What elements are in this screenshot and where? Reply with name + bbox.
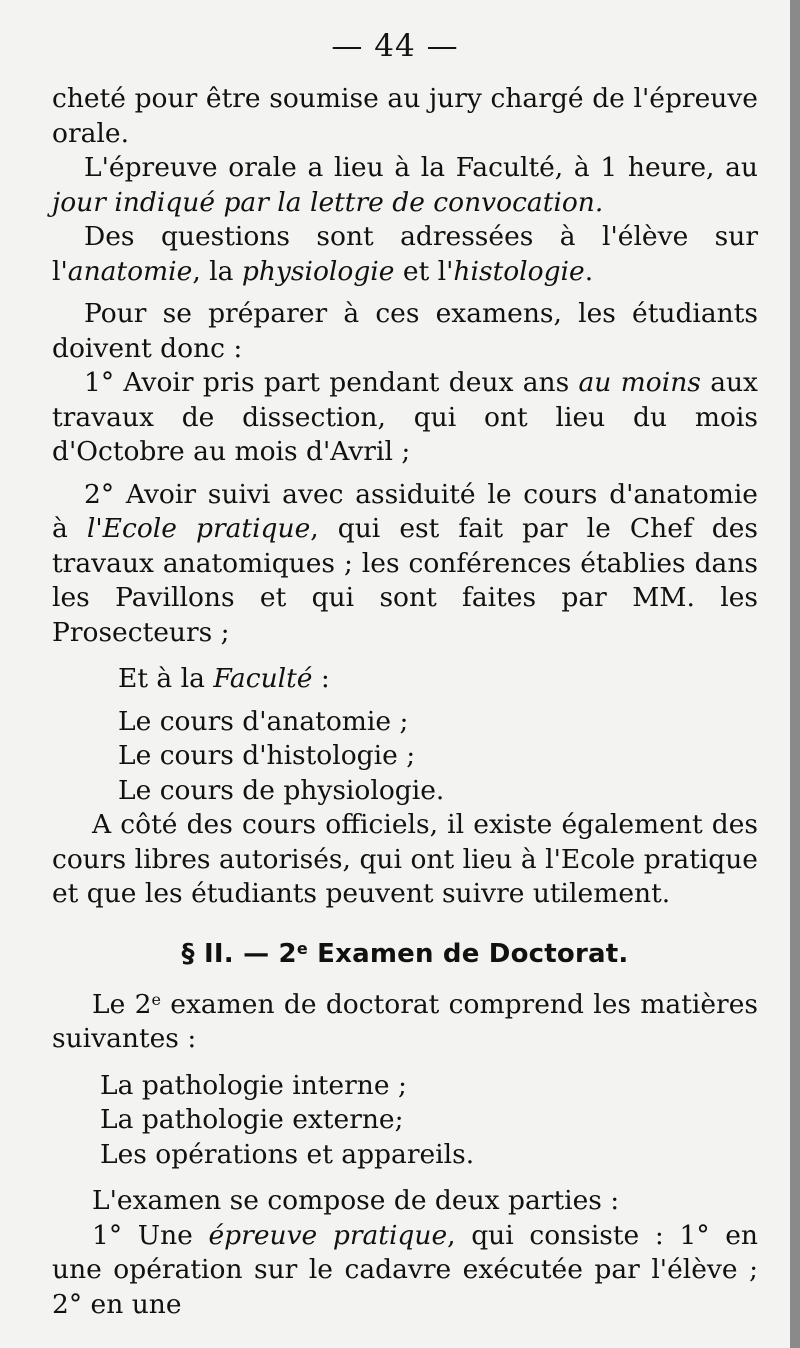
body-text [52, 82, 758, 1322]
list-item: Les opérations et appareils. [100, 1138, 475, 1170]
italic-run: au moins [578, 367, 701, 398]
text-run: . [584, 255, 594, 287]
text-run: , la [192, 255, 242, 287]
text-run: et l' [394, 255, 454, 287]
italic-run: l'Ecole pratique [86, 513, 311, 544]
italic-run: physiologie [241, 255, 395, 287]
paragraph-practical-test [52, 1219, 758, 1323]
italic-run: Faculté [213, 663, 313, 694]
list-item: Le cours d'histologie ; [118, 740, 416, 771]
list-item: Le cours de physiologie. [118, 774, 445, 806]
faculty-label [52, 662, 758, 697]
text-run: Des questions sont adressées à l'élève sur l' [52, 221, 758, 287]
text-run: L'épreuve orale a lieu à la Faculté, à 1 heure, au [84, 152, 758, 183]
paragraph-second-exam: Le 2e examen de doctorat comprend les matières suivantes : [52, 988, 758, 1054]
text-run: Et à la [118, 663, 214, 694]
italic-run: épreuve pratique [208, 1219, 448, 1251]
text-run: aux travaux de dissection, qui ont lieu du mois d'Octobre au mois d'Avril ; [52, 367, 759, 467]
paragraph-item-2 [52, 478, 758, 651]
text-run: : [312, 663, 330, 694]
paragraph-continuation: cheté pour être soumise au jury chargé de l'épreuve orale. [52, 83, 758, 149]
paragraph-oral-exam [52, 151, 758, 220]
text-run: , qui est fait par le Chef des travaux anatomiques ; les conférences établies dans les Pavillons et qui sont faites par MM. les Prosecteurs ; [52, 513, 758, 648]
text-run: 1° Avoir pris part pendant deux ans [84, 367, 579, 398]
page-number: — 44 — [331, 28, 459, 64]
italic-run: histologie [453, 255, 585, 287]
paragraph-item-1 [52, 366, 758, 470]
paragraph-free-courses: A côté des cours officiels, il existe également des cours libres autorisés, qui ont lieu à l'Ecole pratique et que les étudiants peuvent suivre utilement. [52, 809, 758, 909]
italic-run: jour indiqué par la lettre de convocation. [52, 186, 604, 218]
list-item: La pathologie externe; [100, 1104, 404, 1135]
text-run: , qui consiste : 1° en une opération sur le cadavre exécutée par l'élève ; 2° en une [52, 1219, 758, 1320]
section-heading: § II. — 2e Examen de Doctorat. [181, 938, 629, 969]
text-run: 1° Une [92, 1219, 209, 1251]
list-item: La pathologie interne ; [100, 1069, 407, 1101]
italic-run: anatomie [67, 255, 193, 287]
paragraph-questions [52, 220, 758, 289]
paragraph-two-parts: L'examen se compose de deux parties : [92, 1185, 620, 1216]
list-item: Le cours d'anatomie ; [118, 705, 409, 737]
text-run: 2° Avoir suivi avec assiduité le cours d'anatomie à [52, 478, 758, 544]
paragraph-preparation: Pour se préparer à ces examens, les étudiants doivent donc : [52, 298, 758, 364]
